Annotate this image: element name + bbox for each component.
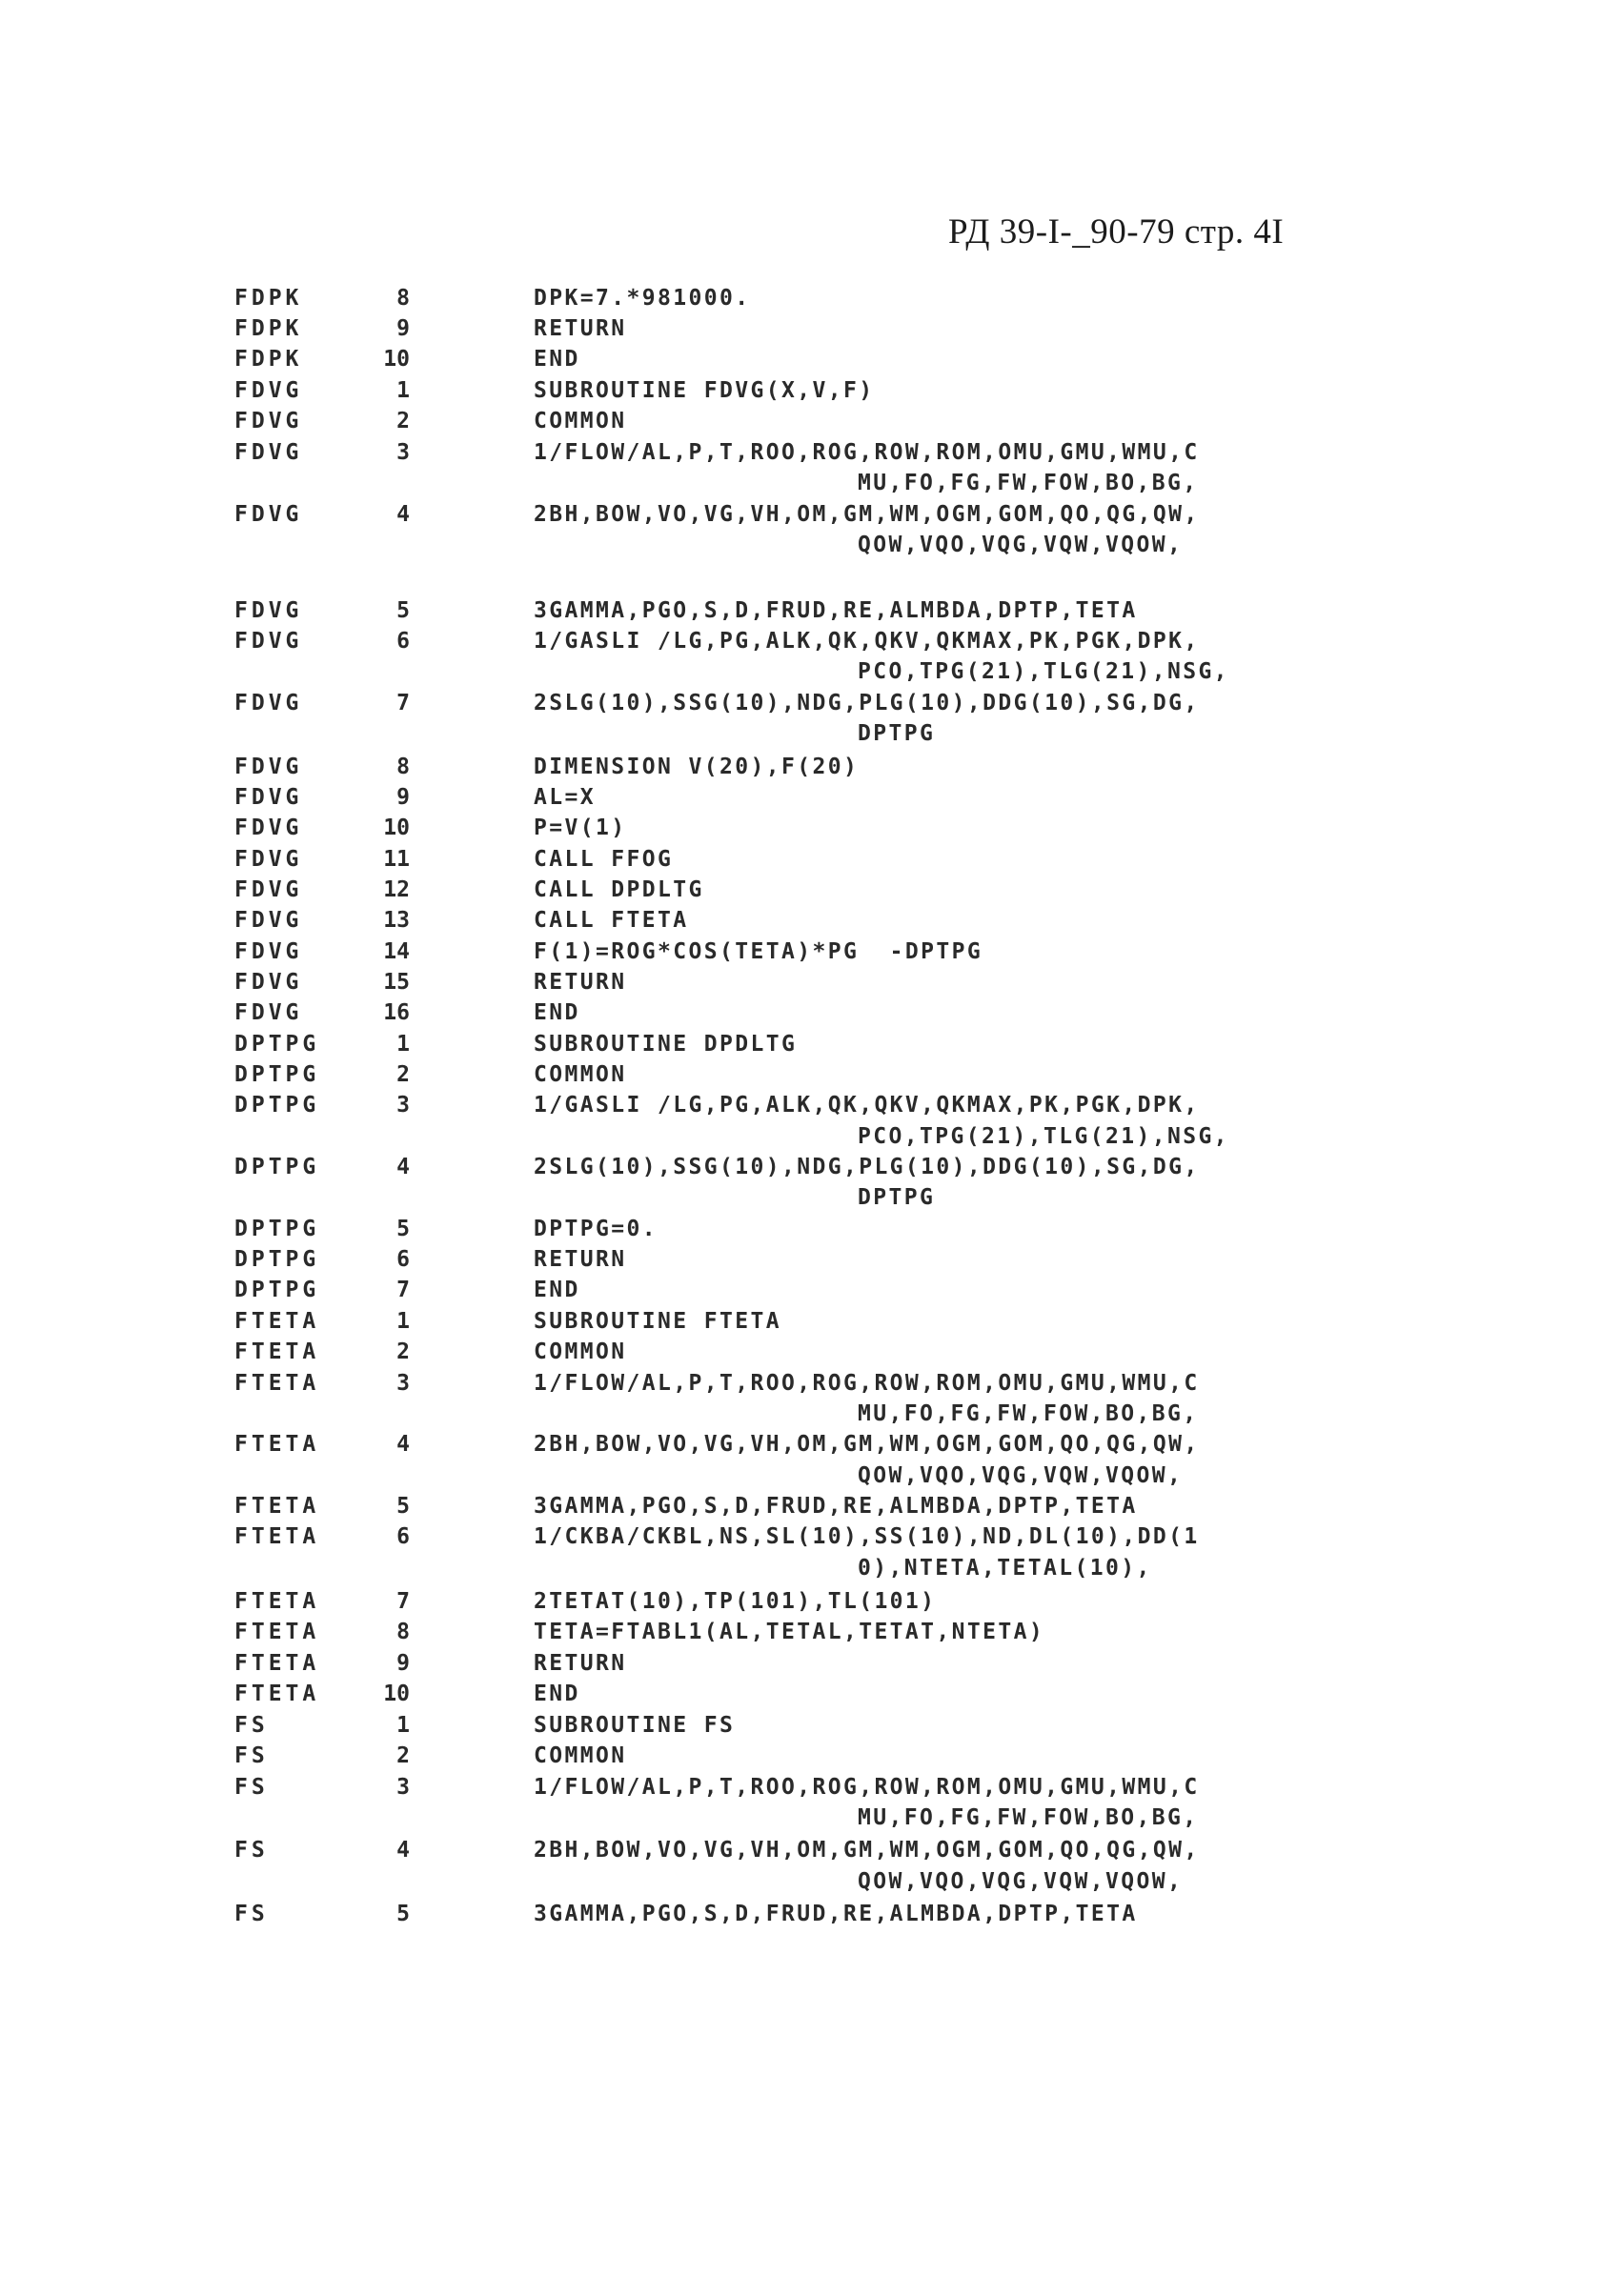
listing-continuation-line xyxy=(0,1463,1621,1492)
line-identifier: FDVG xyxy=(234,440,303,465)
line-identifier: FDVG xyxy=(234,629,303,654)
line-identifier: FDVG xyxy=(234,502,303,527)
code-text: 3GAMMA,PGO,S,D,FRUD,RE,ALMBDA,DPTP,TETA xyxy=(534,1902,1138,1926)
listing-line xyxy=(0,1309,1621,1338)
listing-line xyxy=(0,1247,1621,1276)
line-sequence-number: 5 xyxy=(396,598,410,623)
listing-continuation-line xyxy=(0,1185,1621,1214)
code-text: END xyxy=(534,1000,580,1025)
listing-line xyxy=(0,1651,1621,1680)
code-text: RETURN xyxy=(534,1651,627,1676)
listing-line xyxy=(0,502,1621,531)
line-sequence-number: 6 xyxy=(396,1524,410,1549)
code-text: 2SLG(10),SSG(10),NDG,PLG(10),DDG(10),SG,DG, xyxy=(534,1155,1200,1179)
code-text: CALL DPDLTG xyxy=(534,877,704,902)
line-identifier: FTETA xyxy=(234,1432,320,1457)
code-text: TETA=FTABL1(AL,TETAL,TETAT,NTETA) xyxy=(534,1620,1045,1644)
listing-line xyxy=(0,598,1621,627)
code-text: PCO,TPG(21),TLG(21),NSG, xyxy=(858,659,1229,684)
listing-line xyxy=(0,1902,1621,1930)
line-identifier: FTETA xyxy=(234,1620,320,1644)
line-identifier: FDVG xyxy=(234,378,303,403)
listing-line xyxy=(0,1371,1621,1400)
code-text: DPTPG xyxy=(858,721,936,746)
line-identifier: FTETA xyxy=(234,1494,320,1519)
line-sequence-number: 9 xyxy=(396,785,410,810)
listing-continuation-line xyxy=(0,1869,1621,1898)
code-text: RETURN xyxy=(534,970,627,995)
line-identifier: FDVG xyxy=(234,1000,303,1025)
line-identifier: FDVG xyxy=(234,939,303,964)
listing-line xyxy=(0,755,1621,783)
line-sequence-number: 8 xyxy=(396,286,410,311)
line-identifier: FS xyxy=(234,1713,269,1738)
line-identifier: DPTPG xyxy=(234,1217,320,1241)
line-sequence-number: 2 xyxy=(396,409,410,433)
code-text: 2SLG(10),SSG(10),NDG,PLG(10),DDG(10),SG,DG, xyxy=(534,691,1200,715)
line-sequence-number: 11 xyxy=(383,847,410,872)
listing-line xyxy=(0,1682,1621,1710)
code-text: 2TETAT(10),TP(101),TL(101) xyxy=(534,1589,937,1614)
code-text: 1/FLOW/AL,P,T,ROO,ROG,ROW,ROM,OMU,GMU,WMU,C xyxy=(534,1371,1200,1396)
listing-line xyxy=(0,1432,1621,1460)
listing-line xyxy=(0,316,1621,345)
line-sequence-number: 2 xyxy=(396,1339,410,1364)
line-sequence-number: 16 xyxy=(383,1000,410,1025)
line-sequence-number: 1 xyxy=(396,1032,410,1057)
code-text: SUBROUTINE FS xyxy=(534,1713,736,1738)
line-identifier: FTETA xyxy=(234,1524,320,1549)
line-sequence-number: 13 xyxy=(383,908,410,933)
listing-line xyxy=(0,1743,1621,1772)
code-text: SUBROUTINE FDVG(X,V,F) xyxy=(534,378,875,403)
line-sequence-number: 8 xyxy=(396,1620,410,1644)
listing-continuation-line xyxy=(0,1124,1621,1153)
listing-line xyxy=(0,1494,1621,1522)
listing-line xyxy=(0,1524,1621,1553)
line-identifier: FDVG xyxy=(234,816,303,840)
listing-line xyxy=(0,1000,1621,1029)
line-sequence-number: 5 xyxy=(396,1494,410,1519)
line-identifier: FDPK xyxy=(234,347,303,372)
line-identifier: FDPK xyxy=(234,316,303,341)
code-text: 1/GASLI /LG,PG,ALK,QK,QKV,QKMAX,PK,PGK,DPK, xyxy=(534,1093,1200,1118)
line-identifier: FTETA xyxy=(234,1589,320,1614)
line-identifier: FTETA xyxy=(234,1682,320,1706)
code-text: QOW,VQO,VQG,VQW,VQOW, xyxy=(858,1463,1184,1488)
code-text: 3GAMMA,PGO,S,D,FRUD,RE,ALMBDA,DPTP,TETA xyxy=(534,1494,1138,1519)
line-identifier: FDVG xyxy=(234,877,303,902)
listing-line xyxy=(0,286,1621,314)
line-sequence-number: 3 xyxy=(396,1093,410,1118)
line-identifier: FDPK xyxy=(234,286,303,311)
line-sequence-number: 6 xyxy=(396,1247,410,1272)
line-sequence-number: 1 xyxy=(396,1713,410,1738)
line-sequence-number: 10 xyxy=(383,816,410,840)
listing-line xyxy=(0,1838,1621,1866)
line-identifier: FDVG xyxy=(234,409,303,433)
code-text: 1/FLOW/AL,P,T,ROO,ROG,ROW,ROM,OMU,GMU,WMU,C xyxy=(534,440,1200,465)
listing-line xyxy=(0,785,1621,814)
code-text: MU,FO,FG,FW,FOW,BO,BG, xyxy=(858,1805,1199,1830)
line-identifier: FS xyxy=(234,1902,269,1926)
line-sequence-number: 2 xyxy=(396,1062,410,1087)
listing-line xyxy=(0,691,1621,719)
line-sequence-number: 1 xyxy=(396,378,410,403)
code-text: DPK=7.*981000. xyxy=(534,286,751,311)
line-identifier: FDVG xyxy=(234,691,303,715)
line-sequence-number: 8 xyxy=(396,755,410,779)
line-identifier: FDVG xyxy=(234,908,303,933)
line-sequence-number: 1 xyxy=(396,1309,410,1334)
code-text: DIMENSION V(20),F(20) xyxy=(534,755,860,779)
listing-line xyxy=(0,939,1621,968)
code-text: SUBROUTINE DPDLTG xyxy=(534,1032,798,1057)
listing-continuation-line xyxy=(0,533,1621,561)
line-identifier: FDVG xyxy=(234,847,303,872)
listing-continuation-line xyxy=(0,721,1621,750)
listing-continuation-line xyxy=(0,471,1621,499)
line-identifier: FS xyxy=(234,1775,269,1800)
code-text: MU,FO,FG,FW,FOW,BO,BG, xyxy=(858,1401,1199,1426)
line-identifier: DPTPG xyxy=(234,1247,320,1272)
line-sequence-number: 5 xyxy=(396,1902,410,1926)
line-identifier: FTETA xyxy=(234,1309,320,1334)
code-text: QOW,VQO,VQG,VQW,VQOW, xyxy=(858,1869,1184,1894)
line-sequence-number: 9 xyxy=(396,1651,410,1676)
code-text: END xyxy=(534,347,580,372)
code-text: DPTPG=0. xyxy=(534,1217,658,1241)
code-text: PCO,TPG(21),TLG(21),NSG, xyxy=(858,1124,1229,1149)
line-identifier: FDVG xyxy=(234,598,303,623)
code-text: 1/FLOW/AL,P,T,ROO,ROG,ROW,ROM,OMU,GMU,WMU,C xyxy=(534,1775,1200,1800)
line-identifier: FDVG xyxy=(234,970,303,995)
listing-line xyxy=(0,847,1621,876)
line-sequence-number: 4 xyxy=(396,1838,410,1863)
code-text: RETURN xyxy=(534,1247,627,1272)
listing-line xyxy=(0,908,1621,937)
listing-line xyxy=(0,1155,1621,1183)
code-text: 2BH,BOW,VO,VG,VH,OM,GM,WM,OGM,GOM,QO,QG,QW, xyxy=(534,502,1200,527)
code-text: AL=X xyxy=(534,785,596,810)
line-sequence-number: 12 xyxy=(383,877,410,902)
code-text: 1/GASLI /LG,PG,ALK,QK,QKV,QKMAX,PK,PGK,DPK, xyxy=(534,629,1200,654)
listing-line xyxy=(0,378,1621,407)
listing-line xyxy=(0,409,1621,437)
listing-line xyxy=(0,877,1621,906)
code-text: MU,FO,FG,FW,FOW,BO,BG, xyxy=(858,471,1199,495)
line-sequence-number: 10 xyxy=(383,1682,410,1706)
line-sequence-number: 14 xyxy=(383,939,410,964)
code-text: COMMON xyxy=(534,1339,627,1364)
code-text: COMMON xyxy=(534,1743,627,1768)
line-sequence-number: 2 xyxy=(396,1743,410,1768)
code-text: F(1)=ROG*COS(TETA)*PG -DPTPG xyxy=(534,939,983,964)
listing-line xyxy=(0,970,1621,998)
line-identifier: DPTPG xyxy=(234,1062,320,1087)
line-sequence-number: 3 xyxy=(396,1371,410,1396)
listing-line xyxy=(0,629,1621,657)
listing-continuation-line xyxy=(0,1401,1621,1430)
listing-line xyxy=(0,1062,1621,1091)
code-text: 2BH,BOW,VO,VG,VH,OM,GM,WM,OGM,GOM,QO,QG,QW, xyxy=(534,1432,1200,1457)
code-text: END xyxy=(534,1682,580,1706)
line-identifier: FTETA xyxy=(234,1371,320,1396)
listing-continuation-line xyxy=(0,1805,1621,1834)
line-sequence-number: 4 xyxy=(396,502,410,527)
code-text: COMMON xyxy=(534,409,627,433)
code-text: 0),NTETA,TETAL(10), xyxy=(858,1556,1152,1581)
code-text: SUBROUTINE FTETA xyxy=(534,1309,781,1334)
line-identifier: DPTPG xyxy=(234,1278,320,1302)
code-text: DPTPG xyxy=(858,1185,936,1210)
line-sequence-number: 6 xyxy=(396,629,410,654)
listing-line xyxy=(0,1775,1621,1803)
line-identifier: FS xyxy=(234,1743,269,1768)
listing-line xyxy=(0,1217,1621,1245)
code-text: END xyxy=(534,1278,580,1302)
page-header: РД 39-І-_90-79 стр. 4І xyxy=(948,212,1285,252)
line-sequence-number: 15 xyxy=(383,970,410,995)
listing-line xyxy=(0,1589,1621,1618)
line-sequence-number: 7 xyxy=(396,1589,410,1614)
line-sequence-number: 3 xyxy=(396,1775,410,1800)
code-text: 2BH,BOW,VO,VG,VH,OM,GM,WM,OGM,GOM,QO,QG,QW, xyxy=(534,1838,1200,1863)
code-text: QOW,VQO,VQG,VQW,VQOW, xyxy=(858,533,1184,557)
listing-line xyxy=(0,816,1621,844)
line-sequence-number: 7 xyxy=(396,1278,410,1302)
code-text: RETURN xyxy=(534,316,627,341)
listing-line xyxy=(0,1620,1621,1648)
line-sequence-number: 5 xyxy=(396,1217,410,1241)
line-sequence-number: 3 xyxy=(396,440,410,465)
listing-line xyxy=(0,1093,1621,1121)
line-sequence-number: 7 xyxy=(396,691,410,715)
code-text: CALL FTETA xyxy=(534,908,689,933)
code-text: COMMON xyxy=(534,1062,627,1087)
code-text: 3GAMMA,PGO,S,D,FRUD,RE,ALMBDA,DPTP,TETA xyxy=(534,598,1138,623)
line-sequence-number: 4 xyxy=(396,1155,410,1179)
line-identifier: FTETA xyxy=(234,1339,320,1364)
line-sequence-number: 4 xyxy=(396,1432,410,1457)
listing-line xyxy=(0,347,1621,375)
line-identifier: FDVG xyxy=(234,755,303,779)
line-identifier: FS xyxy=(234,1838,269,1863)
line-identifier: DPTPG xyxy=(234,1032,320,1057)
listing-line xyxy=(0,1278,1621,1306)
line-sequence-number: 9 xyxy=(396,316,410,341)
code-text: P=V(1) xyxy=(534,816,627,840)
code-text: CALL FFOG xyxy=(534,847,674,872)
listing-continuation-line xyxy=(0,659,1621,688)
listing-line xyxy=(0,1339,1621,1368)
listing-continuation-line xyxy=(0,1556,1621,1584)
line-identifier: FDVG xyxy=(234,785,303,810)
listing-line xyxy=(0,1032,1621,1060)
listing-line xyxy=(0,440,1621,469)
code-text: 1/CKBA/CKBL,NS,SL(10),SS(10),ND,DL(10),DD(1 xyxy=(534,1524,1200,1549)
line-identifier: DPTPG xyxy=(234,1155,320,1179)
line-sequence-number: 10 xyxy=(383,347,410,372)
listing-line xyxy=(0,1713,1621,1742)
line-identifier: DPTPG xyxy=(234,1093,320,1118)
line-identifier: FTETA xyxy=(234,1651,320,1676)
